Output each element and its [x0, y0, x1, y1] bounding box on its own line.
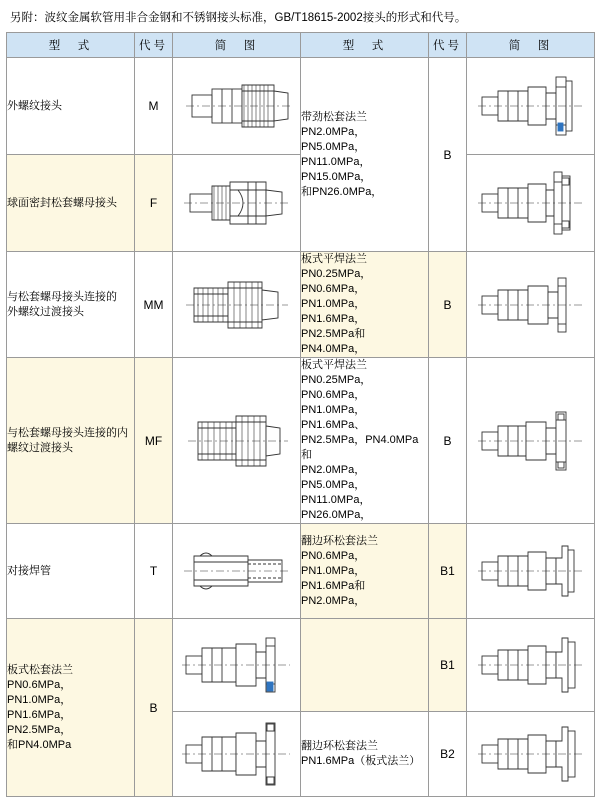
- right-code-1: B: [429, 252, 467, 358]
- right-type-2-line-4: PN2.0MPa，PN5.0MPa，: [301, 464, 366, 491]
- header-figure-left: 简 图: [173, 33, 301, 58]
- right-code-3-dup: B1: [429, 619, 467, 712]
- right-type-1-line-1: PN0.25MPa，PN0.6MPa，: [301, 268, 372, 295]
- left-type-0: [7, 58, 135, 155]
- right-type-2-line-1: PN0.25MPa，PN0.6MPa，: [301, 374, 372, 401]
- right-code-2: B: [429, 358, 467, 524]
- left-type-2-line-0: 与松套螺母接头连接的: [7, 290, 117, 303]
- left-type-5-line-0: 板式松套法兰: [7, 663, 73, 676]
- table-row: [7, 58, 595, 155]
- threaded-male-connector-figure: [173, 58, 301, 155]
- left-code-1: F: [135, 155, 173, 252]
- plate-slip-on-flange-high-pressure-figure: [467, 358, 595, 524]
- right-type-4: [301, 712, 429, 797]
- lap-joint-flange-plate-figure: [467, 712, 595, 797]
- table-header-row: [7, 33, 595, 58]
- lap-joint-flange-figure: [467, 524, 595, 619]
- left-code-3: MF: [135, 358, 173, 524]
- left-code-5: B: [135, 619, 173, 797]
- right-type-1-line-3: PN2.5MPa和PN4.0MPa，: [301, 328, 366, 355]
- left-type-2: [7, 252, 135, 358]
- right-type-1: [301, 252, 429, 358]
- left-type-0-line-0: 外螺纹接头: [7, 99, 62, 112]
- header-code-right: 代号: [429, 33, 467, 58]
- header-type-left: 型 式: [7, 33, 135, 58]
- right-type-1-line-2: PN1.0MPa，PN1.6MPa，: [301, 298, 366, 325]
- left-type-5-line-1: PN0.6MPa，PN1.0MPa，: [7, 678, 72, 706]
- spherical-seal-union-nut-figure: [173, 155, 301, 252]
- left-code-2: MM: [135, 252, 173, 358]
- right-type-4-line-0: 翻边环松套法兰: [301, 740, 378, 752]
- plate-loose-flange-figure: [173, 619, 301, 712]
- right-type-1-line-0: 板式平焊法兰: [301, 253, 367, 265]
- standards-table: [6, 32, 595, 797]
- left-type-1: [7, 155, 135, 252]
- right-code-4: B2: [429, 712, 467, 797]
- right-code-0: B: [429, 58, 467, 252]
- left-type-4-line-0: 对接焊管: [7, 564, 51, 577]
- left-type-5-line-2: PN1.6MPa，PN2.5MPa，: [7, 708, 72, 736]
- right-type-2: [301, 358, 429, 524]
- right-type-4-line-1: PN1.6MPa（板式法兰）: [301, 755, 421, 767]
- right-type-3-fig-cell-spacer: [301, 619, 429, 712]
- right-type-2-line-2: PN1.0MPa，PN1.6MPa、: [301, 404, 366, 431]
- left-type-2-line-1: 外螺纹过渡接头: [7, 305, 84, 318]
- butt-weld-pipe-figure: [173, 524, 301, 619]
- table-row: [7, 524, 595, 619]
- right-type-0-line-2: PN11.0MPa，PN15.0MPa，: [301, 155, 372, 183]
- right-type-2-line-0: 板式平焊法兰: [301, 359, 367, 371]
- right-type-2-line-3: PN2.5MPa，PN4.0MPa和: [301, 434, 419, 461]
- female-thread-adapter-figure: [173, 358, 301, 524]
- page-caption: 另附：波纹金属软管用非合金钢和不锈钢接头标准，GB/T18615-2002接头的形式和代号。: [10, 12, 467, 24]
- ribbed-loose-flange-figure: [467, 58, 595, 155]
- ribbed-loose-flange-figure-2: [467, 155, 595, 252]
- right-type-0: [301, 58, 429, 252]
- table-row: [7, 358, 595, 524]
- left-type-3: [7, 358, 135, 524]
- table-row: [7, 252, 595, 358]
- right-type-3-line-0: 翻边环松套法兰: [301, 534, 378, 547]
- left-code-0: M: [135, 58, 173, 155]
- header-figure-right: 简 图: [467, 33, 595, 58]
- male-thread-adapter-figure: [173, 252, 301, 358]
- right-type-2-line-5: PN11.0MPa，PN26.0MPa，: [301, 494, 372, 521]
- right-code-3: B1: [429, 524, 467, 619]
- right-type-3-line-2: PN1.6MPa和PN2.0MPa，: [301, 579, 366, 607]
- plate-loose-flange-figure-2: [173, 712, 301, 797]
- plate-slip-on-flange-figure: [467, 252, 595, 358]
- table-row: [7, 619, 595, 712]
- left-type-5: [7, 619, 135, 797]
- right-type-0-line-1: PN2.0MPa，PN5.0MPa，: [301, 125, 366, 153]
- header-code-left: 代号: [135, 33, 173, 58]
- left-type-1-line-0: 球面密封松套螺母接头: [7, 196, 117, 209]
- right-type-3: [301, 524, 429, 619]
- left-code-4: T: [135, 524, 173, 619]
- left-type-3-line-1: 螺纹过渡接头: [7, 441, 73, 454]
- left-type-3-line-0: 与松套螺母接头连接的内: [7, 426, 128, 439]
- left-type-4: [7, 524, 135, 619]
- right-type-0-line-3: 和PN26.0MPa，: [301, 185, 383, 198]
- right-type-3-line-1: PN0.6MPa，PN1.0MPa，: [301, 549, 366, 577]
- right-type-0-line-0: 带劲松套法兰: [301, 110, 367, 123]
- lap-joint-flange-figure-2: [467, 619, 595, 712]
- left-type-5-line-3: 和PN4.0MPa: [7, 738, 72, 751]
- header-type-right: 型 式: [301, 33, 429, 58]
